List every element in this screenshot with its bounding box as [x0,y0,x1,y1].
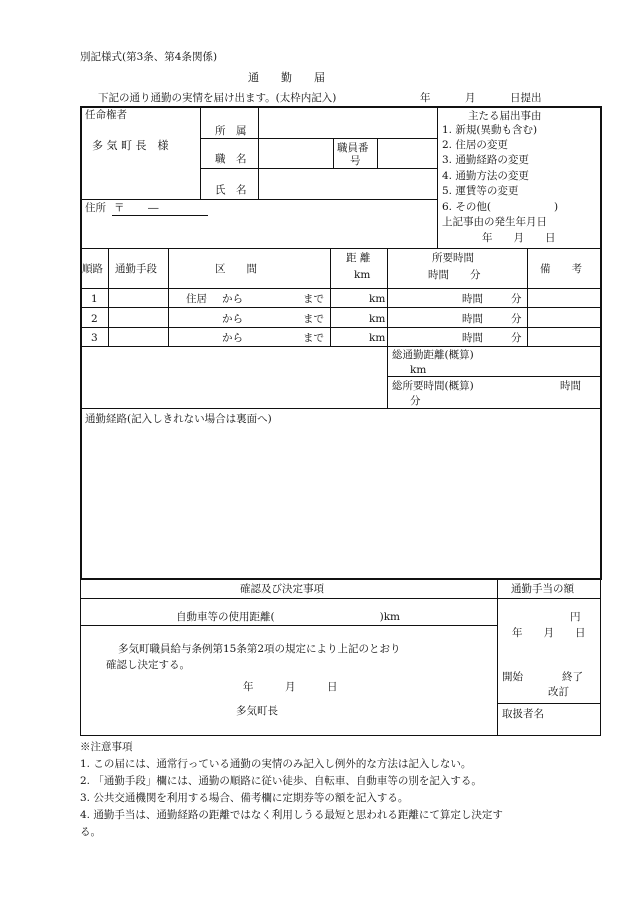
divider [497,703,601,704]
route-row-to: まで [303,313,324,325]
divider [80,579,81,736]
reason-item: 3. 通勤経路の変更 [442,154,529,166]
submit-month-label: 月 [465,92,476,104]
allowance-date: 年 月 日 [512,627,586,639]
divider [330,248,331,346]
allowance-heading: 通勤手当の額 [511,583,574,595]
decision-text-line-2: 確認し決定する。 [106,659,190,671]
total-distance-label: 総通勤距離(概算) [392,349,474,361]
route-row-no: 1 [91,293,98,305]
divider [108,248,109,346]
route-row-km: km [369,313,386,325]
divider [200,168,437,169]
reason-item: 6. その他( ) [442,201,559,213]
col-order-header: 順路 [82,263,103,275]
divider [333,138,334,168]
frame-top-border [80,106,602,108]
form-reference: 別記様式(第3条、第4条関係) [80,51,218,63]
note-item: 4. 通勤手当は、通勤経路の距離ではなく利用しうる最短と思われる距離にて算定し決定す [80,809,503,821]
frame-bottom-border [80,578,602,580]
route-row-from: から [222,332,243,344]
divider [81,327,600,328]
allowance-start-label: 開始 [502,671,523,683]
col-time-unit: 時間 分 [428,269,481,281]
route-row-to: まで [303,332,324,344]
col-distance-header: 距 離 [346,252,371,264]
note-item: 1. この届には、通常行っている通勤の実情のみ記入し例外的な方法は記入しない。 [80,758,472,770]
divider [81,288,600,289]
route-row-minutes: 分 [511,332,522,344]
route-row-from-prefix: 住居 [186,293,207,305]
allowance-yen: 円 [570,611,581,623]
decision-date: 年 月 日 [243,681,338,693]
reason-date-label: 上記事由の発生年月日 [442,216,547,228]
col-means-header: 通勤手段 [115,263,157,275]
total-time-label: 総所要時間(概算) [392,380,474,392]
col-section-header: 区 間 [215,263,257,275]
route-row-no: 2 [91,313,98,325]
route-row-hours: 時間 [462,293,483,305]
reason-date-ymd: 年 月 日 [482,232,556,244]
total-time-hours: 時間 [560,380,581,392]
divider [387,376,600,377]
notes-heading: ※注意事項 [80,741,133,753]
divider [200,138,437,139]
decision-heading: 確認及び決定事項 [240,583,324,595]
divider [168,248,169,346]
postal-mark: 〒 [114,202,125,214]
allowance-end-label: 終了 [562,671,583,683]
reason-item: 4. 通勤方法の変更 [442,170,529,182]
divider [600,579,601,736]
divider [200,107,201,199]
reason-item: 2. 住居の変更 [442,139,508,151]
divider [377,138,378,168]
col-distance-unit: km [354,269,371,281]
col-notes-header: 備 考 [540,263,582,275]
name-label: 氏 名 [215,184,247,196]
divider [80,625,497,626]
decision-signer: 多気町長 [236,705,278,717]
submit-year-label: 年 [420,92,431,104]
divider [258,107,259,199]
route-row-km: km [369,293,386,305]
divider [437,107,438,248]
address-label: 住所 [85,202,106,214]
divider [387,248,388,408]
frame-right-border [600,106,602,579]
divider [81,408,600,409]
col-time-header: 所要時間 [432,252,474,264]
route-row-km: km [369,332,386,344]
route-row-hours: 時間 [462,313,483,325]
total-time-minutes: 分 [410,395,421,407]
divider [80,598,601,599]
route-row-minutes: 分 [511,313,522,325]
route-row-from: から [222,293,243,305]
divider [497,579,498,736]
route-row-from: から [222,313,243,325]
staff-no-label: 職員番 [337,142,369,154]
route-row-no: 3 [91,332,98,344]
post-label: 職 名 [215,153,247,165]
note-item: る。 [80,826,101,838]
frame-left-border [80,106,82,579]
handler-label: 取扱者名 [502,708,544,720]
divider [81,346,600,347]
total-distance-unit: km [410,364,427,376]
intro-text: 下記の通り通勤の実情を届け出ます。(太枠内記入) [98,92,337,104]
divider [80,735,601,736]
divider [527,248,528,346]
allowance-revise-label: 改訂 [548,686,569,698]
divider [81,307,600,308]
car-distance-text: 自動車等の使用距離( )km [176,611,401,623]
dept-label: 所 属 [215,125,247,137]
postal-dash: ― [148,202,159,214]
divider [81,199,437,200]
decision-text-line-1: 多気町職員給与条例第15条第2項の規定により上記のとおり [118,643,401,655]
reason-item: 1. 新規(異動も含む) [442,124,538,136]
submit-day-label: 日提出 [510,92,542,104]
reason-item: 5. 運賃等の変更 [442,185,519,197]
postal-underline [112,215,208,216]
route-row-minutes: 分 [511,293,522,305]
note-item: 2. 「通勤手段」欄には、通勤の順路に従い徒歩、自転車、自動車等の別を記入する。 [80,775,482,787]
divider [81,248,600,249]
reasons-heading: 主たる届出事由 [468,110,542,122]
appointer-label: 任命権者 [85,109,127,121]
route-description-label: 通勤経路(記入しきれない場合は裏面へ) [85,413,272,425]
form-title: 通 勤 届 [248,71,325,84]
route-row-to: まで [303,293,324,305]
appointer-name: 多 気 町 長 様 [92,139,169,152]
staff-no-label-2: 号 [350,155,361,167]
route-row-hours: 時間 [462,332,483,344]
note-item: 3. 公共交通機関を利用する場合、備考欄に定期券等の額を記入する。 [80,792,409,804]
